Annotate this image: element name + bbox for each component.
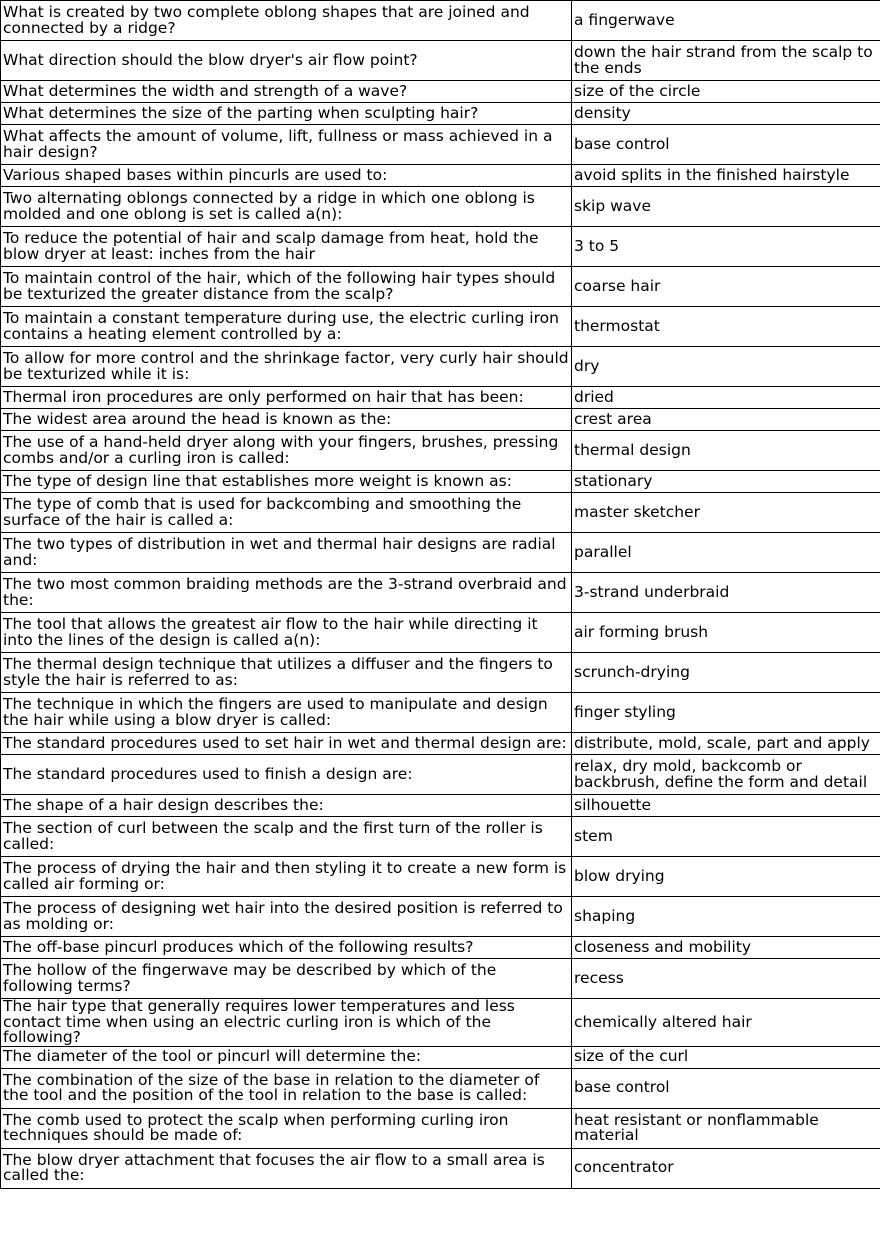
question-cell: To allow for more control and the shrinkage factor, very curly hair should be texturized while it is: [1,347,572,387]
answer-cell: shaping [572,897,880,937]
question-cell: The process of drying the hair and then styling it to create a new form is called air forming or: [1,857,572,897]
question-cell: The section of curl between the scalp and the first turn of the roller is called: [1,817,572,857]
question-cell: The combination of the size of the base in relation to the diameter of the tool and the position of the tool in relation to the base is called: [1,1068,572,1108]
answer-cell: skip wave [572,187,880,227]
answer-cell: distribute, mold, scale, part and apply [572,733,880,755]
table-row [1,693,880,733]
table-row [1,999,880,1047]
answer-cell: thermostat [572,307,880,347]
answer-cell: finger styling [572,693,880,733]
table-row [1,653,880,693]
answer-cell: master sketcher [572,493,880,533]
answer-cell: stem [572,817,880,857]
question-cell: To reduce the potential of hair and scalp damage from heat, hold the blow dryer at least: inches from the hair [1,227,572,267]
question-cell: What is created by two complete oblong shapes that are joined and connected by a ridge? [1,1,572,41]
answer-cell: chemically altered hair [572,999,880,1047]
question-cell: The hair type that generally requires lower temperatures and less contact time when using an electric curling iron is which of the following? [1,999,572,1047]
question-cell: The type of comb that is used for backcombing and smoothing the surface of the hair is called a: [1,493,572,533]
question-cell: The hollow of the fingerwave may be described by which of the following terms? [1,959,572,999]
table-row [1,755,880,795]
answer-cell: thermal design [572,431,880,471]
answer-cell: a fingerwave [572,1,880,41]
table-row [1,937,880,959]
answer-cell: dry [572,347,880,387]
table-row [1,41,880,81]
table-row [1,471,880,493]
table-row [1,795,880,817]
answer-cell: silhouette [572,795,880,817]
answer-cell: down the hair strand from the scalp to the ends [572,41,880,81]
question-cell: The tool that allows the greatest air flow to the hair while directing it into the lines of the design is called a(n): [1,613,572,653]
table-row [1,1068,880,1108]
question-cell: The diameter of the tool or pincurl will determine the: [1,1046,572,1068]
table-row [1,307,880,347]
question-cell: The use of a hand-held dryer along with your fingers, brushes, pressing combs and/or a curling iron is called: [1,431,572,471]
answer-cell: blow drying [572,857,880,897]
table-row [1,387,880,409]
question-cell: The thermal design technique that utilizes a diffuser and the fingers to style the hair is referred to as: [1,653,572,693]
table-row [1,533,880,573]
table-row [1,165,880,187]
table-row [1,857,880,897]
answer-cell: closeness and mobility [572,937,880,959]
question-cell: What affects the amount of volume, lift, fullness or mass achieved in a hair design? [1,125,572,165]
table-row [1,103,880,125]
table-row [1,227,880,267]
table-row [1,817,880,857]
table-row [1,1148,880,1188]
question-cell: To maintain control of the hair, which of the following hair types should be texturized the greater distance from the scalp? [1,267,572,307]
answer-cell: crest area [572,409,880,431]
question-cell: The type of design line that establishes more weight is known as: [1,471,572,493]
table-row [1,897,880,937]
question-cell: Thermal iron procedures are only performed on hair that has been: [1,387,572,409]
question-cell: Various shaped bases within pincurls are used to: [1,165,572,187]
question-cell: The technique in which the fingers are used to manipulate and design the hair while using a blow dryer is called: [1,693,572,733]
question-cell: The standard procedures used to set hair in wet and thermal design are: [1,733,572,755]
question-cell: The blow dryer attachment that focuses the air flow to a small area is called the: [1,1148,572,1188]
question-cell: What determines the size of the parting when sculpting hair? [1,103,572,125]
answer-cell: concentrator [572,1148,880,1188]
table-row [1,1046,880,1068]
table-row [1,1108,880,1148]
table-row [1,347,880,387]
table-row [1,267,880,307]
table-row [1,125,880,165]
question-cell: The widest area around the head is known as the: [1,409,572,431]
table-row [1,493,880,533]
question-cell: The two most common braiding methods are the 3-strand overbraid and the: [1,573,572,613]
answer-cell: dried [572,387,880,409]
table-row [1,81,880,103]
question-cell: What direction should the blow dryer's air flow point? [1,41,572,81]
table-row [1,613,880,653]
table-row [1,1,880,41]
question-cell: The standard procedures used to finish a design are: [1,755,572,795]
table-row [1,187,880,227]
table-row [1,431,880,471]
table-row [1,409,880,431]
answer-cell: base control [572,1068,880,1108]
answer-cell: scrunch-drying [572,653,880,693]
question-cell: Two alternating oblongs connected by a ridge in which one oblong is molded and one oblong is set is called a(n): [1,187,572,227]
answer-cell: size of the circle [572,81,880,103]
question-cell: To maintain a constant temperature during use, the electric curling iron contains a heating element controlled by a: [1,307,572,347]
answer-cell: relax, dry mold, backcomb or backbrush, define the form and detail [572,755,880,795]
question-cell: The two types of distribution in wet and thermal hair designs are radial and: [1,533,572,573]
table-row [1,573,880,613]
answer-cell: stationary [572,471,880,493]
answer-cell: density [572,103,880,125]
answer-cell: recess [572,959,880,999]
question-cell: The shape of a hair design describes the: [1,795,572,817]
answer-cell: size of the curl [572,1046,880,1068]
answer-cell: 3 to 5 [572,227,880,267]
question-cell: The comb used to protect the scalp when performing curling iron techniques should be made of: [1,1108,572,1148]
answer-cell: 3-strand underbraid [572,573,880,613]
answer-cell: parallel [572,533,880,573]
answer-cell: heat resistant or nonflammable material [572,1108,880,1148]
question-cell: The process of designing wet hair into the desired position is referred to as molding or: [1,897,572,937]
answer-cell: base control [572,125,880,165]
answer-cell: air forming brush [572,613,880,653]
answer-cell: coarse hair [572,267,880,307]
table-row [1,959,880,999]
question-cell: What determines the width and strength of a wave? [1,81,572,103]
answer-cell: avoid splits in the finished hairstyle [572,165,880,187]
table-row [1,733,880,755]
question-cell: The off-base pincurl produces which of the following results? [1,937,572,959]
